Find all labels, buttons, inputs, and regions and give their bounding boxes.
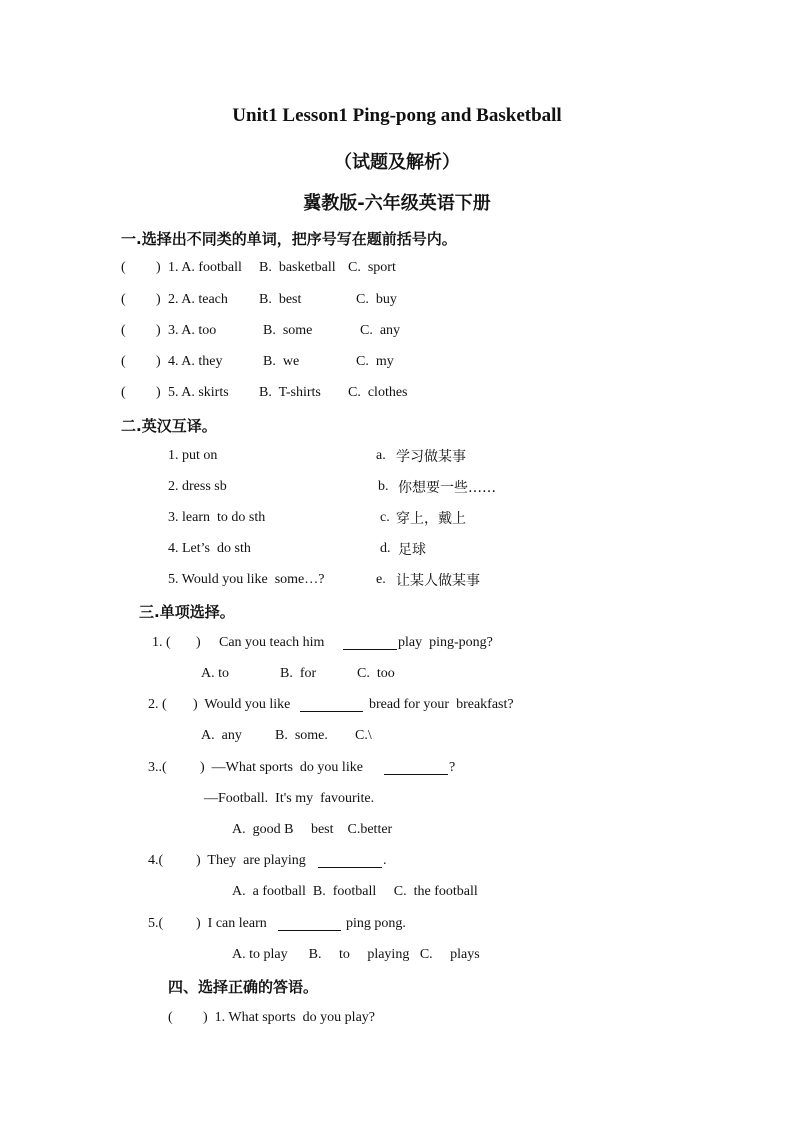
answer-paren-close: ): [156, 354, 161, 369]
question-number: 1. (: [152, 635, 171, 650]
chinese-meaning: 让某人做某事: [396, 573, 480, 589]
match-letter: a.: [376, 448, 386, 463]
chinese-meaning: 足球: [398, 542, 426, 558]
english-phrase: 5. Would you like some…?: [168, 572, 325, 587]
match-letter: b.: [378, 479, 389, 494]
question-text: ) Would you like: [193, 697, 291, 712]
answer-blank[interactable]: [278, 918, 341, 931]
item-option-a: 2. A. teach: [168, 292, 228, 307]
item-option-b: B. best: [259, 292, 302, 307]
answer-paren-close: ): [196, 635, 201, 650]
option-a: A. to: [201, 666, 229, 681]
question-number: 3..(: [148, 760, 167, 775]
item-option-c: C. clothes: [348, 385, 408, 400]
answer-blank[interactable]: [343, 637, 397, 650]
question-text-after: .: [383, 853, 387, 868]
answer-paren-close: ): [156, 292, 161, 307]
question-text: ) They are playing: [196, 853, 306, 868]
answer-paren-open: (: [121, 385, 126, 400]
chinese-meaning: 学习做某事: [396, 449, 466, 465]
option-a: A. any: [201, 728, 242, 743]
question-text: Can you teach him: [219, 635, 325, 650]
item-option-c: C. any: [360, 323, 401, 338]
answer-blank[interactable]: [384, 762, 448, 775]
document-title: Unit1 Lesson1 Ping-pong and Basketball: [232, 105, 562, 126]
options-line: A. to play B. to playing C. plays: [232, 947, 480, 962]
item-option-c: C. buy: [356, 292, 397, 307]
question-text: ) I can learn: [196, 916, 267, 931]
item-option-a: 4. A. they: [168, 354, 223, 369]
option-b: B. for: [280, 666, 317, 681]
match-letter: d.: [380, 541, 391, 556]
answer-paren-close: ): [156, 323, 161, 338]
match-letter: e.: [376, 572, 386, 587]
document-subtitle: （试题及解析）: [334, 152, 460, 173]
english-phrase: 2. dress sb: [168, 479, 227, 494]
answer-paren-open: (: [121, 292, 126, 307]
answer-paren-open: (: [168, 1010, 173, 1025]
question-number: 2. (: [148, 697, 167, 712]
option-c: C.\: [355, 728, 372, 743]
question-text: ) —What sports do you like: [200, 760, 363, 775]
item-option-b: B. basketball: [259, 260, 336, 275]
item-option-a: 1. A. football: [168, 260, 242, 275]
answer-blank[interactable]: [300, 699, 363, 712]
options-line: A. good B best C.better: [232, 822, 393, 837]
answer-paren-close: ): [156, 385, 161, 400]
match-letter: c.: [380, 510, 390, 525]
chinese-meaning: 穿上，戴上: [396, 511, 466, 527]
item-option-a: 5. A. skirts: [168, 385, 229, 400]
section2-heading: 二.英汉互译。: [121, 417, 217, 435]
item-option-b: B. we: [263, 354, 300, 369]
answer-blank[interactable]: [318, 855, 382, 868]
english-phrase: 1. put on: [168, 448, 218, 463]
item-option-b: B. some: [263, 323, 313, 338]
item-option-c: C. sport: [348, 260, 396, 275]
item-option-b: B. T-shirts: [259, 385, 321, 400]
answer-paren-open: (: [121, 354, 126, 369]
answer-paren-open: (: [121, 323, 126, 338]
section3-heading: 三.单项选择。: [139, 603, 235, 621]
question-text-after: play ping-pong?: [398, 635, 493, 650]
item-option-c: C. my: [356, 354, 394, 369]
answer-paren-close: ): [156, 260, 161, 275]
english-phrase: 3. learn to do sth: [168, 510, 266, 525]
option-b: B. some.: [275, 728, 328, 743]
dialogue-reply: —Football. It's my favourite.: [204, 791, 375, 806]
section1-heading: 一.选择出不同类的单词，把序号写在题前括号内。: [121, 230, 457, 248]
question-number: 5.(: [148, 916, 164, 931]
question-text-after: ping pong.: [346, 916, 406, 931]
option-c: C. too: [357, 666, 395, 681]
answer-paren-open: (: [121, 260, 126, 275]
question-number: 4.(: [148, 853, 164, 868]
english-phrase: 4. Let’s do sth: [168, 541, 251, 556]
section4-heading: 四、选择正确的答语。: [168, 978, 319, 996]
question-text-after: ?: [449, 760, 456, 775]
chinese-meaning: 你想要一些……: [398, 480, 496, 496]
question-text: ) 1. What sports do you play?: [203, 1010, 375, 1025]
item-option-a: 3. A. too: [168, 323, 217, 338]
textbook-label: 冀教版-六年级英语下册: [303, 193, 491, 214]
question-text-after: bread for your breakfast?: [369, 697, 514, 712]
options-line: A. a football B. football C. the football: [232, 884, 478, 899]
